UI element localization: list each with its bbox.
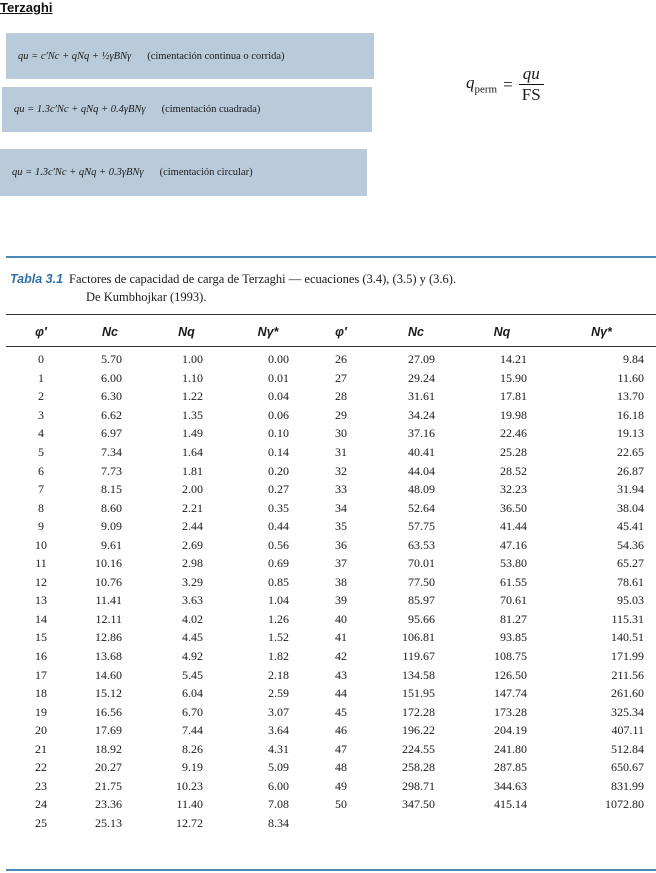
equation-note: (cimentación circular) xyxy=(159,167,253,178)
table-cell: 95.66 xyxy=(408,611,435,626)
table-cell: 44.04 xyxy=(408,463,435,478)
table-cell: 7.44 xyxy=(182,723,203,738)
table-cell: 0.20 xyxy=(268,463,289,478)
table-row xyxy=(6,739,656,758)
table-row xyxy=(6,647,656,666)
col-header-nc: Nc xyxy=(102,325,118,339)
table-cell: 14.21 xyxy=(500,352,527,367)
table-cell: 49 xyxy=(335,778,347,793)
table-cell: 15.90 xyxy=(500,370,527,385)
table-cell: 151.95 xyxy=(402,686,435,701)
table-cell: 12.86 xyxy=(95,630,122,645)
table-cell: 21 xyxy=(35,741,47,756)
table-cell: 7.73 xyxy=(101,463,122,478)
table-cell: 8.26 xyxy=(182,741,203,756)
table-cell: 6.70 xyxy=(182,704,203,719)
table-cell: 1.64 xyxy=(182,445,203,459)
table-cell: 40.41 xyxy=(408,445,435,459)
table-cell: 40 xyxy=(335,611,347,626)
table-cell: 4.02 xyxy=(182,611,203,626)
table-cell: 77.50 xyxy=(408,574,435,589)
table-cell: 17.81 xyxy=(500,389,527,404)
table-row xyxy=(6,517,656,536)
table-cell: 18.92 xyxy=(95,741,122,756)
section-heading: Terzaghi xyxy=(0,0,53,15)
table-cell: 173.28 xyxy=(494,704,527,719)
table-cell: 47 xyxy=(335,741,347,756)
table-row xyxy=(6,424,656,443)
table-cell: 32 xyxy=(335,463,347,478)
table-cell: 4.31 xyxy=(268,741,289,756)
table-cell: 48 xyxy=(335,760,347,775)
col-header-nc: Nc xyxy=(408,325,424,339)
table-cell xyxy=(457,814,547,833)
table-cell: 57.75 xyxy=(408,519,435,534)
equation-box-circular xyxy=(0,149,367,196)
table-cell: 5.70 xyxy=(101,352,122,367)
table-cell: 31.94 xyxy=(617,482,644,497)
table-cell: 2.21 xyxy=(182,500,203,515)
table-cell xyxy=(547,814,656,833)
equation-box-continuous xyxy=(6,33,374,79)
table-cell: 7 xyxy=(38,482,44,497)
table-cell: 70.01 xyxy=(408,556,435,571)
table-cell: 30 xyxy=(335,426,347,441)
table-cell: 15.12 xyxy=(95,686,122,701)
table-cell: 0 xyxy=(38,352,44,367)
table-cell: 5 xyxy=(38,445,44,459)
table-cell: 0.00 xyxy=(268,352,289,367)
table-cell: 81.27 xyxy=(500,611,527,626)
table-cell: 93.85 xyxy=(500,630,527,645)
table-cell: 38 xyxy=(335,574,347,589)
table-cell: 415.14 xyxy=(494,797,527,812)
table-cell: 171.99 xyxy=(611,649,644,664)
table-cell: 11.40 xyxy=(176,797,203,812)
table-cell: 19.13 xyxy=(617,426,644,441)
table-cell: 22 xyxy=(35,760,47,775)
table-cell: 1.10 xyxy=(182,370,203,385)
table-cell: 0.44 xyxy=(268,519,289,534)
table-cell: 2.44 xyxy=(182,519,203,534)
table-cell: 8 xyxy=(38,500,44,515)
table-row xyxy=(6,554,656,573)
table-row xyxy=(6,406,656,425)
fraction-denominator: FS xyxy=(521,85,541,104)
fraction-numerator: qu xyxy=(519,64,544,85)
table-cell: 3.29 xyxy=(182,574,203,589)
table-cell: 47.16 xyxy=(500,537,527,552)
table-cell: 27.09 xyxy=(408,352,435,367)
table-cell: 6.04 xyxy=(182,686,203,701)
table-cell: 1.00 xyxy=(182,352,203,367)
table-cell: 63.53 xyxy=(408,537,435,552)
table-cell: 28.52 xyxy=(500,463,527,478)
table-cell: 0.27 xyxy=(268,482,289,497)
table-cell: 1.49 xyxy=(182,426,203,441)
table-header-top-rule xyxy=(6,314,656,315)
table-cell: 22.46 xyxy=(500,426,527,441)
table-cell: 1.26 xyxy=(268,611,289,626)
table-cell: 36 xyxy=(335,537,347,552)
table-cell: 1.81 xyxy=(182,463,203,478)
table-cell: 35 xyxy=(335,519,347,534)
table-cell: 38.04 xyxy=(617,500,644,515)
table-cell: 0.06 xyxy=(268,407,289,422)
table-cell: 11.41 xyxy=(95,593,122,608)
table-cell: 258.28 xyxy=(402,760,435,775)
table-row xyxy=(6,535,656,554)
table-cell: 44 xyxy=(335,686,347,701)
table-cell: 650.67 xyxy=(611,760,644,775)
table-row xyxy=(6,758,656,777)
table-cell: 41.44 xyxy=(500,519,527,534)
table-cell: 53.80 xyxy=(500,556,527,571)
table-cell: 37.16 xyxy=(408,426,435,441)
table-cell: 13.68 xyxy=(95,649,122,664)
table-row xyxy=(6,480,656,499)
fraction xyxy=(519,64,544,105)
table-cell: 0.10 xyxy=(268,426,289,441)
table-cell: 14 xyxy=(35,611,47,626)
table-cell: 119.67 xyxy=(402,649,435,664)
col-header-nq: Nq xyxy=(178,325,195,339)
table-cell: 8.34 xyxy=(268,815,289,830)
table-cell: 6.62 xyxy=(101,407,122,422)
equation-box-square xyxy=(2,87,372,132)
table-cell: 9 xyxy=(38,519,44,534)
col-header-nq: Nq xyxy=(493,325,511,339)
table-bottom-rule xyxy=(6,869,656,871)
table-cell: 1.82 xyxy=(268,649,289,664)
table-row xyxy=(6,443,656,462)
col-header-ngamma: Nγ* xyxy=(257,325,279,339)
table-cell: 46 xyxy=(335,723,347,738)
table-cell: 287.85 xyxy=(494,760,527,775)
table-cell: 16.56 xyxy=(95,704,122,719)
table-cell: 65.27 xyxy=(617,556,644,571)
table-cell: 12 xyxy=(35,574,47,589)
table-cell: 78.61 xyxy=(617,574,644,589)
table-label: Tabla 3.1 xyxy=(10,272,64,286)
table-row xyxy=(6,702,656,721)
table-cell: 8.60 xyxy=(101,500,122,515)
bearing-capacity-table xyxy=(6,318,656,832)
table-cell: 9.09 xyxy=(101,519,122,534)
table-cell: 16 xyxy=(35,649,47,664)
table-row xyxy=(6,573,656,592)
table-cell: 224.55 xyxy=(402,741,435,756)
table-cell: 0.14 xyxy=(268,445,289,459)
table-cell: 0.56 xyxy=(268,537,289,552)
table-cell xyxy=(375,814,457,833)
table-cell: 26.87 xyxy=(617,463,644,478)
table-cell: 1.22 xyxy=(182,389,203,404)
table-row xyxy=(6,777,656,796)
table-cell: 0.35 xyxy=(268,500,289,515)
table-cell: 13.70 xyxy=(617,389,644,404)
table-cell: 23 xyxy=(35,778,47,793)
table-cell: 1.04 xyxy=(268,593,289,608)
table-row xyxy=(6,814,656,833)
table-row xyxy=(6,628,656,647)
table-cell: 1 xyxy=(38,370,44,385)
table-cell: 34.24 xyxy=(408,407,435,422)
table-cell: 27 xyxy=(335,370,347,385)
table-cell: 19 xyxy=(35,704,47,719)
table-row xyxy=(6,498,656,517)
table-cell: 2.18 xyxy=(268,667,289,682)
table-cell: 31.61 xyxy=(408,389,435,404)
table-cell: 11 xyxy=(35,556,47,571)
qperm-lhs: $q_{perm}$ xyxy=(466,73,498,96)
table-cell: 2 xyxy=(38,389,44,404)
caption-line-1: Factores de capacidad de carga de Terzaghi — ecuaciones (3.4), (3.5) y (3.6). xyxy=(69,272,457,286)
table-cell: 10.76 xyxy=(95,574,122,589)
table-cell: 172.28 xyxy=(402,704,435,719)
table-cell: 196.22 xyxy=(402,723,435,738)
table-cell: 43 xyxy=(335,667,347,682)
equation-note: (cimentación cuadrada) xyxy=(161,104,261,115)
table-cell: 126.50 xyxy=(494,667,527,682)
table-cell: 0.04 xyxy=(268,389,289,404)
table-cell: 4 xyxy=(38,426,44,441)
table-cell: 7.08 xyxy=(268,797,289,812)
col-header-phi: φ′ xyxy=(35,325,47,339)
table-header-row xyxy=(6,318,656,346)
table-cell: 5.45 xyxy=(182,667,203,682)
table-cell: 54.36 xyxy=(617,537,644,552)
table-cell: 23.36 xyxy=(95,797,122,812)
table-row xyxy=(6,721,656,740)
table-cell: 52.64 xyxy=(408,500,435,515)
col-header-ngamma: Nγ* xyxy=(591,325,612,339)
table-cell: 2.69 xyxy=(182,537,203,552)
table-cell: 108.75 xyxy=(494,649,527,664)
table-cell: 8.15 xyxy=(101,482,122,497)
table-cell: 12.72 xyxy=(176,815,203,830)
table-cell: 204.19 xyxy=(494,723,527,738)
table-cell: 19.98 xyxy=(500,407,527,422)
table-cell: 37 xyxy=(335,556,347,571)
table-cell: 0.69 xyxy=(268,556,289,571)
table-cell: 1.35 xyxy=(182,407,203,422)
caption-line-2: De Kumbhojkar (1993). xyxy=(86,290,207,304)
equation-formula: qu = 1.3c′Nc + qNq + 0.4γBNγ xyxy=(14,104,146,115)
table-cell: 24 xyxy=(35,797,47,812)
table-cell: 10 xyxy=(35,537,47,552)
equation-formula: qu = 1.3c′Nc + qNq + 0.3γBNγ xyxy=(12,167,144,178)
table-cell xyxy=(307,814,375,833)
table-cell: 106.81 xyxy=(402,630,435,645)
table-cell: 85.97 xyxy=(408,593,435,608)
table-cell: 12.11 xyxy=(95,611,122,626)
table-cell: 31 xyxy=(335,445,347,459)
table-cell: 26 xyxy=(335,352,347,367)
table-cell: 140.51 xyxy=(611,630,644,645)
table-cell: 25.13 xyxy=(95,815,122,830)
table-cell: 70.61 xyxy=(500,593,527,608)
table-cell: 17 xyxy=(35,667,47,682)
table-top-rule xyxy=(6,256,656,258)
table-cell: 14.60 xyxy=(95,667,122,682)
table-cell: 134.58 xyxy=(402,667,435,682)
table-cell: 211.56 xyxy=(611,667,644,682)
table-cell: 15 xyxy=(35,630,47,645)
table-cell: 32.23 xyxy=(500,482,527,497)
table-cell: 50 xyxy=(335,797,347,812)
table-cell: 6 xyxy=(38,463,44,478)
table-row xyxy=(6,461,656,480)
table-cell: 29.24 xyxy=(408,370,435,385)
table-cell: 3.64 xyxy=(268,723,289,738)
table-cell: 6.30 xyxy=(101,389,122,404)
table-cell: 3.07 xyxy=(268,704,289,719)
table-row xyxy=(6,610,656,629)
table-cell: 20.27 xyxy=(95,760,122,775)
table-row xyxy=(6,684,656,703)
equation-formula: qu = c′Nc + qNq + ½γBNγ xyxy=(18,50,132,62)
table-cell: 2.98 xyxy=(182,556,203,571)
table-cell: 42 xyxy=(335,649,347,664)
table-cell: 4.92 xyxy=(182,649,203,664)
table-cell: 261.60 xyxy=(611,686,644,701)
allowable-capacity-equation xyxy=(466,64,544,105)
table-cell: 831.99 xyxy=(611,778,644,793)
col-header-phi: φ′ xyxy=(335,325,347,339)
table-row xyxy=(6,346,656,369)
table-cell: 48.09 xyxy=(408,482,435,497)
table-cell: 115.31 xyxy=(611,611,644,626)
table-cell: 6.97 xyxy=(101,426,122,441)
table-cell: 512.84 xyxy=(611,741,644,756)
table-cell: 2.59 xyxy=(268,686,289,701)
table-cell: 7.34 xyxy=(101,445,122,459)
table-cell: 13 xyxy=(35,593,47,608)
table-cell: 6.00 xyxy=(268,778,289,793)
table-cell: 36.50 xyxy=(500,500,527,515)
table-row xyxy=(6,795,656,814)
table-cell: 39 xyxy=(335,593,347,608)
table-cell: 33 xyxy=(335,482,347,497)
table-row xyxy=(6,369,656,388)
table-cell: 0.01 xyxy=(268,370,289,385)
table-cell: 325.34 xyxy=(611,704,644,719)
table-cell: 347.50 xyxy=(402,797,435,812)
table-cell: 17.69 xyxy=(95,723,122,738)
table-cell: 4.45 xyxy=(182,630,203,645)
table-cell: 9.19 xyxy=(182,760,203,775)
table-cell: 5.09 xyxy=(268,760,289,775)
table-cell: 25 xyxy=(35,815,47,830)
table-cell: 344.63 xyxy=(494,778,527,793)
table-cell: 2.00 xyxy=(182,482,203,497)
table-cell: 61.55 xyxy=(500,574,527,589)
table-cell: 11.60 xyxy=(617,370,644,385)
table-cell: 241.80 xyxy=(494,741,527,756)
table-cell: 0.85 xyxy=(268,574,289,589)
table-cell: 1.52 xyxy=(268,630,289,645)
table-cell: 16.18 xyxy=(617,407,644,422)
table-cell: 6.00 xyxy=(101,370,122,385)
table-row xyxy=(6,665,656,684)
table-cell: 45.41 xyxy=(617,519,644,534)
table-cell: 10.23 xyxy=(176,778,203,793)
table-row xyxy=(6,387,656,406)
table-cell: 29 xyxy=(335,407,347,422)
table-cell: 3 xyxy=(38,407,44,422)
table-row xyxy=(6,591,656,610)
table-cell: 10.16 xyxy=(95,556,122,571)
table-caption xyxy=(10,270,456,306)
table-cell: 21.75 xyxy=(95,778,122,793)
table-cell: 45 xyxy=(335,704,347,719)
table-cell: 9.61 xyxy=(101,537,122,552)
table-cell: 9.84 xyxy=(623,352,644,367)
table-cell: 1072.80 xyxy=(605,797,644,812)
table-cell: 95.03 xyxy=(617,593,644,608)
table-cell: 407.11 xyxy=(611,723,644,738)
table-cell: 22.65 xyxy=(617,445,644,459)
equals-sign: = xyxy=(503,74,513,94)
table-cell: 298.71 xyxy=(402,778,435,793)
equation-note: (cimentación continua o corrida) xyxy=(147,50,285,62)
table-cell: 28 xyxy=(335,389,347,404)
table-cell: 147.74 xyxy=(494,686,527,701)
table-cell: 34 xyxy=(335,500,347,515)
table-cell: 18 xyxy=(35,686,47,701)
table-cell: 41 xyxy=(335,630,347,645)
table-cell: 3.63 xyxy=(182,593,203,608)
table-cell: 20 xyxy=(35,723,47,738)
table-cell: 25.28 xyxy=(500,445,527,459)
